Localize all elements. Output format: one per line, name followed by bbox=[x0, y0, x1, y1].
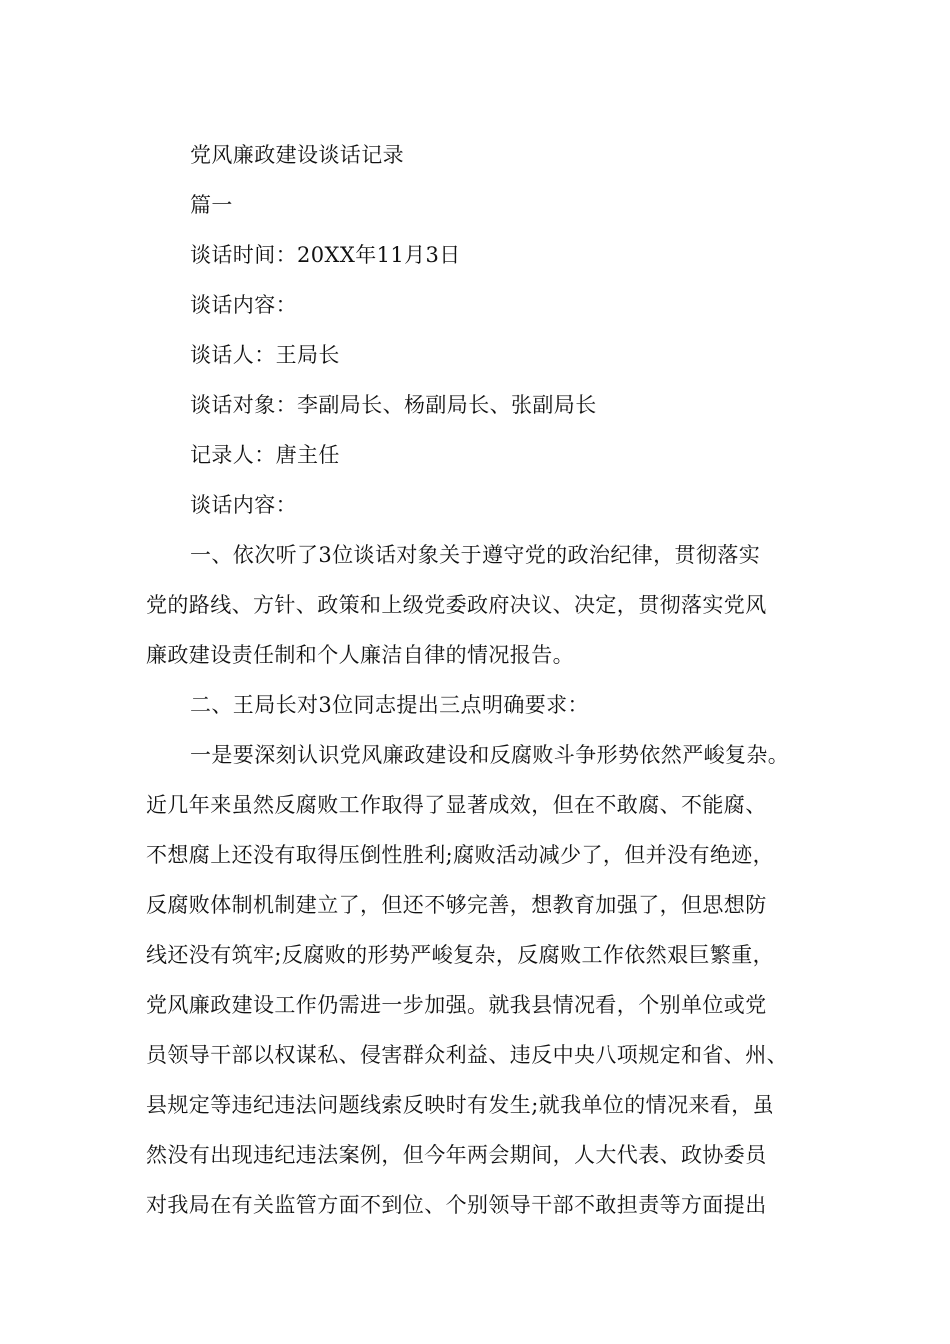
recorder: 记录人：唐主任 bbox=[190, 443, 340, 467]
content-label: 谈话内容： bbox=[190, 493, 297, 517]
talk-targets: 谈话对象：李副局长、杨副局长、张副局长 bbox=[190, 393, 597, 417]
paragraph-line: 廉政建设责任制和个人廉洁自律的情况报告。 bbox=[146, 643, 574, 667]
paragraph-1 bbox=[146, 530, 806, 680]
paragraph-2 bbox=[146, 680, 806, 730]
paragraph-line: 二、王局长对3位同志提出三点明确要求： bbox=[190, 693, 589, 717]
speaker: 谈话人：王局长 bbox=[190, 343, 340, 367]
paragraph-line: 不想腐上还没有取得压倒性胜利;腐败活动减少了，但并没有绝迹， bbox=[146, 843, 775, 867]
document-title: 党风廉政建设谈话记录 bbox=[190, 143, 404, 167]
paragraph-line: 党的路线、方针、政策和上级党委政府决议、决定，贯彻落实党风 bbox=[146, 593, 767, 617]
paragraph-line: 对我局在有关监管方面不到位、个别领导干部不敢担责等方面提出 bbox=[146, 1193, 767, 1217]
talk-time: 谈话时间：20XX年11月3日 bbox=[190, 243, 461, 267]
document-body bbox=[146, 130, 806, 1230]
paragraph-line: 然没有出现违纪违法案例，但今年两会期间，人大代表、政协委员 bbox=[146, 1143, 767, 1167]
paragraph-line: 反腐败体制机制建立了，但还不够完善，想教育加强了，但思想防 bbox=[146, 893, 767, 917]
paragraph-line: 一是要深刻认识党风廉政建设和反腐败斗争形势依然严峻复杂。 bbox=[190, 743, 790, 767]
paragraph-line: 党风廉政建设工作仍需进一步加强。就我县情况看，个别单位或党 bbox=[146, 993, 767, 1017]
paragraph-line: 近几年来虽然反腐败工作取得了显著成效，但在不敢腐、不能腐、 bbox=[146, 793, 767, 817]
paragraph-line: 县规定等违纪违法问题线索反映时有发生;就我单位的情况来看，虽 bbox=[146, 1093, 775, 1117]
content-label: 谈话内容： bbox=[190, 293, 297, 317]
paragraph-line: 线还没有筑牢;反腐败的形势严峻复杂，反腐败工作依然艰巨繁重， bbox=[146, 943, 775, 967]
section-heading: 篇一 bbox=[190, 193, 233, 217]
paragraph-line: 员领导干部以权谋私、侵害群众利益、违反中央八项规定和省、州、 bbox=[146, 1043, 788, 1067]
paragraph-3 bbox=[146, 730, 806, 1230]
paragraph-line: 一、依次听了3位谈话对象关于遵守党的政治纪律，贯彻落实 bbox=[190, 543, 761, 567]
